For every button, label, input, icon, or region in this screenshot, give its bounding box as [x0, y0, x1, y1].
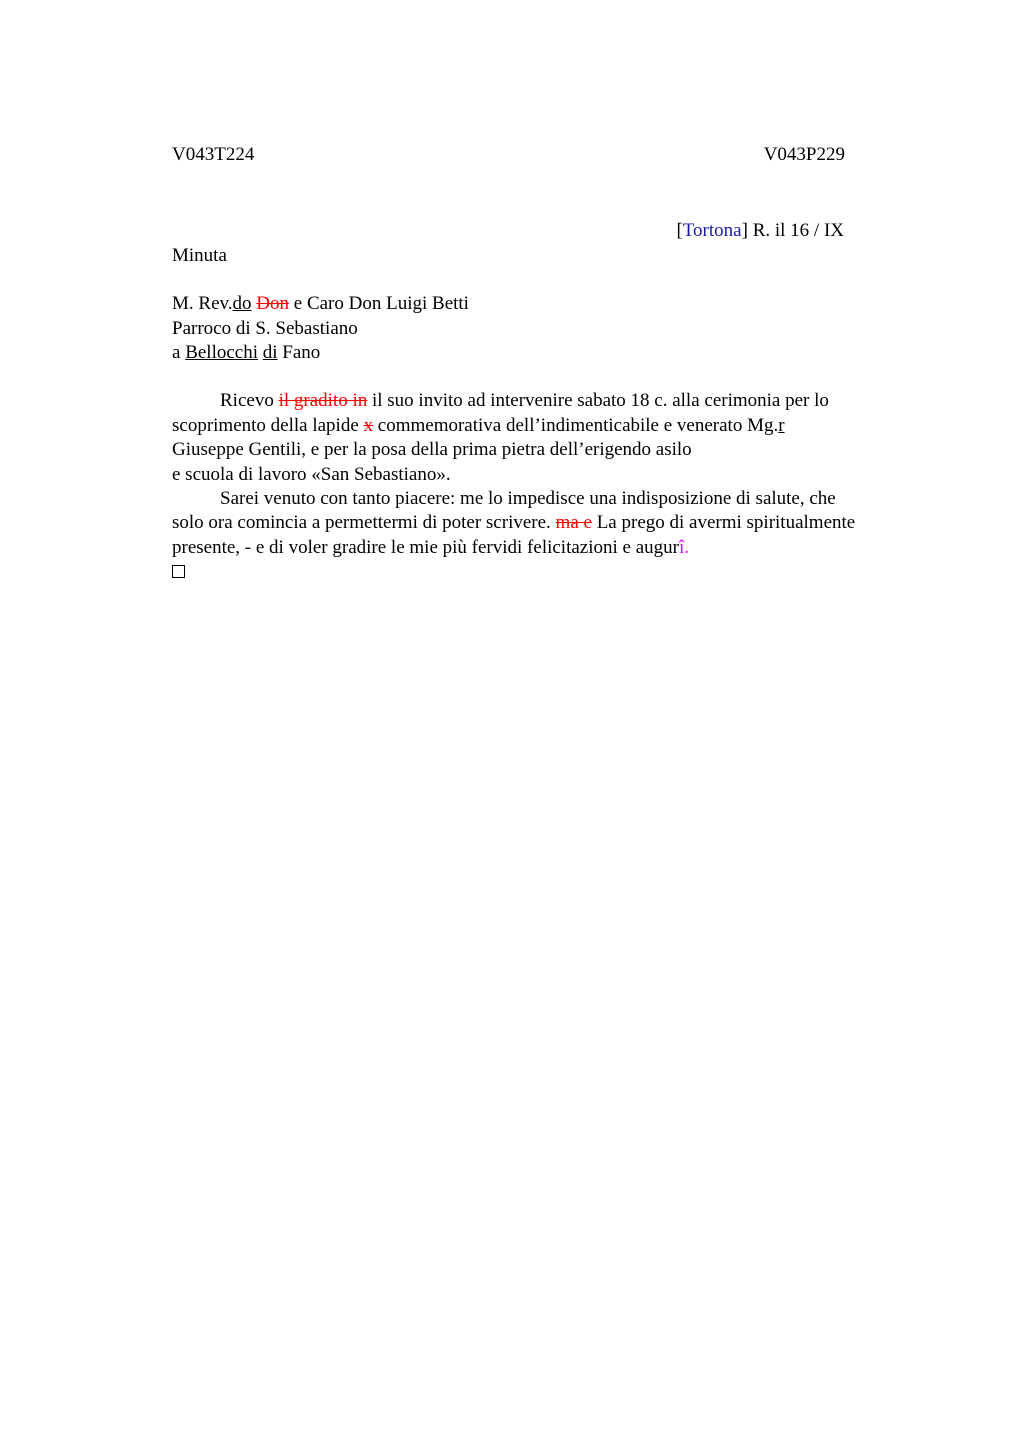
document-page — [172, 143, 856, 586]
bracket-close: ] — [741, 220, 748, 242]
deleted-text: x — [363, 414, 374, 436]
address-place: Bellocchi — [185, 342, 258, 364]
right-code: V043P229 — [763, 144, 845, 165]
left-code: V043T224 — [172, 144, 255, 165]
address-block — [172, 292, 856, 365]
address-salutation: M. Rev. — [172, 293, 233, 315]
paragraph-1 — [172, 389, 856, 487]
body-text: Ricevo — [220, 390, 279, 412]
address-abbrev: do — [232, 293, 252, 315]
address-di: di — [262, 342, 278, 364]
address-town: Fano — [277, 342, 321, 364]
corrected-dot: . — [684, 536, 690, 558]
deleted-text: il gradito in — [278, 390, 368, 412]
body-text: commemorativa dell’indimenticabile e venerato Mg. — [373, 414, 779, 436]
address-line-1 — [172, 292, 856, 316]
paragraph-2 — [172, 487, 856, 560]
address-prefix: a — [172, 342, 186, 364]
received-date: R. il 16 / IX — [747, 220, 844, 242]
deleted-text: Don — [256, 293, 290, 315]
abbrev-text: r — [778, 414, 785, 436]
square-icon — [172, 565, 185, 578]
header-codes — [172, 143, 845, 167]
end-marker — [172, 560, 856, 585]
letter-body — [172, 389, 856, 585]
body-text: e scuola di lavoro «San Sebastiano». — [172, 463, 451, 485]
body-text: Giuseppe Gentili, e per la posa della prima pietra dell’erigendo asilo — [172, 439, 692, 461]
body-text: il suo invito ad intervenire sabato 18 c. alla cerimonia per lo scoprimento della lapide — [172, 390, 829, 436]
body-text: Sarei venuto con tanto piacere: me lo impedisce una indisposizione di salute, che solo ora comincia a permettermi di poter scrivere. — [172, 488, 836, 534]
minuta-label: Minuta — [172, 244, 227, 266]
place-name: Tortona — [682, 220, 742, 242]
body-text: La prego di avermi spiritualmente presente, - e di voler gradire le mie più fervidi felicitazioni e augur — [172, 512, 856, 558]
bracket-open: [ — [676, 220, 683, 242]
corrected-char: î — [678, 536, 685, 558]
address-name: e Caro Don Luigi Betti — [289, 293, 469, 315]
address-line-2: Parroco di S. Sebastiano — [172, 317, 358, 339]
address-line-3 — [172, 341, 856, 365]
deleted-text: ma e — [555, 512, 592, 534]
date-line — [172, 219, 856, 243]
